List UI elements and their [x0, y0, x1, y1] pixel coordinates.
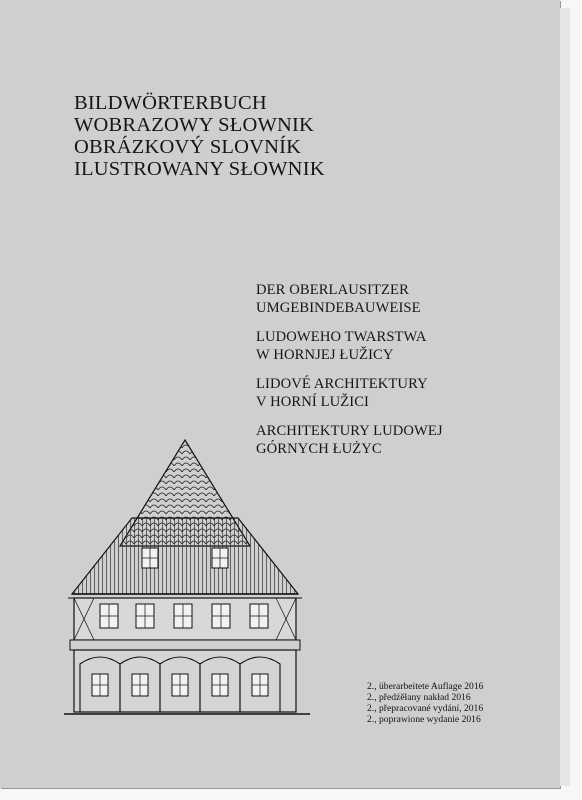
subtitle-line: UMGEBINDEBAUWEISE — [256, 300, 421, 316]
title-line-german: BILDWÖRTERBUCH — [74, 92, 267, 114]
subtitle-line: ARCHITEKTURY LUDOWEJ — [256, 423, 443, 439]
subtitle-line: W HORNJEJ ŁUŽICY — [256, 347, 394, 363]
edition-sorbian: 2., předźěłany nakład 2016 — [367, 692, 471, 703]
title-line-sorbian: WOBRAZOWY SŁOWNIK — [74, 114, 315, 136]
subtitle-line: LUDOWEHO TWARSTWA — [256, 329, 427, 345]
subtitle-line: GÓRNYCH ŁUŻYC — [256, 441, 382, 457]
edition-notes — [367, 681, 483, 725]
subtitle-czech — [256, 375, 443, 411]
subtitle-line: DER OBERLAUSITZER — [256, 282, 409, 298]
title-line-czech: OBRÁZKOVÝ SLOVNÍK — [74, 136, 302, 158]
edition-czech: 2., přepracované vydání, 2016 — [367, 703, 484, 714]
subtitle-line: LIDOVÉ ARCHITEKTURY — [256, 376, 428, 392]
edition-german: 2., überarbeitete Auflage 2016 — [367, 681, 484, 692]
subtitle-line: V HORNÍ LUŽICI — [256, 394, 370, 410]
title-line-polish: ILUSTROWANY SŁOWNIK — [74, 158, 325, 180]
subtitle-german — [256, 281, 443, 317]
cover-title — [74, 92, 325, 180]
umgebinde-house-drawing — [62, 436, 312, 726]
edition-polish: 2., poprawione wydanie 2016 — [367, 714, 481, 725]
subtitle-sorbian — [256, 328, 443, 364]
